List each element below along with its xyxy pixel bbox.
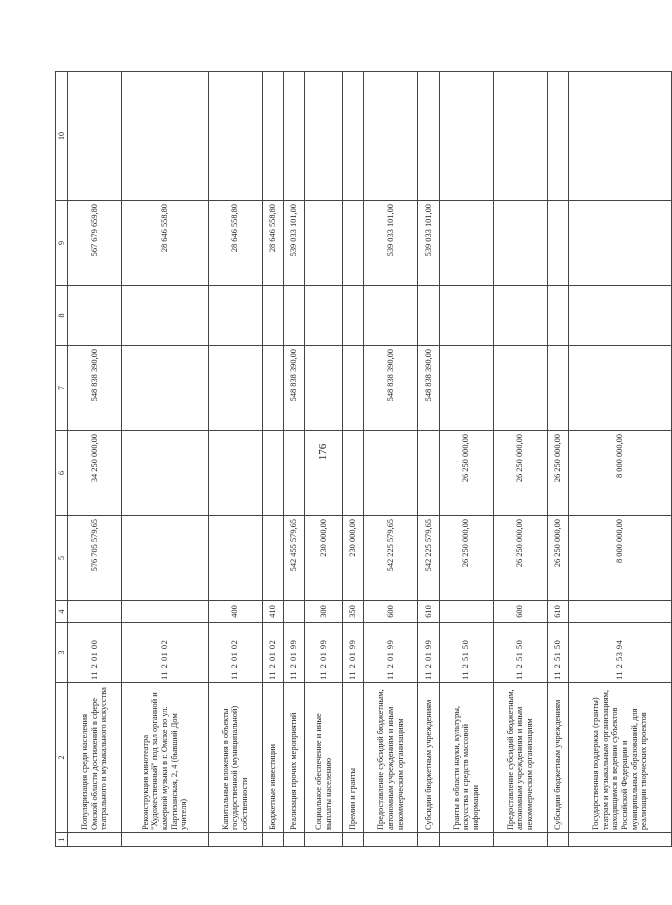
amount-cell: 26 250 000,00 — [439, 431, 493, 516]
expense-type-cell — [568, 601, 671, 623]
row-number-cell — [439, 833, 493, 847]
table-row — [121, 72, 208, 847]
table-body — [56, 72, 672, 847]
amount-cell: 542 225 579,65 — [364, 516, 418, 601]
amount-cell: 548 838 390,00 — [68, 346, 122, 431]
amount-cell — [568, 201, 671, 286]
amount-cell: 8 000 000,00 — [568, 516, 671, 601]
amount-cell — [439, 346, 493, 431]
amount-cell — [493, 72, 547, 201]
amount-cell — [68, 286, 122, 346]
target-code-cell: 11 2 01 02 — [208, 623, 262, 683]
amount-cell — [262, 72, 283, 201]
amount-cell — [262, 286, 283, 346]
amount-cell — [121, 431, 208, 516]
amount-cell: 548 838 390,00 — [364, 346, 418, 431]
row-number-cell — [364, 833, 418, 847]
target-code-cell: 11 2 51 50 — [439, 623, 493, 683]
amount-cell — [305, 72, 343, 201]
amount-cell — [283, 286, 304, 346]
item-name-cell: Бюджетные инвестиции — [262, 683, 283, 833]
amount-cell: 548 838 390,00 — [418, 346, 439, 431]
item-name-cell: Государственная поддержка (гранты) театрам и музыкальным организациям, находящимся в ведении субъектов Российской Федерации и муниципальных образований, для реализации творческих проектов — [568, 683, 671, 833]
amount-cell — [547, 346, 568, 431]
amount-cell: 28 646 558,80 — [262, 201, 283, 286]
row-number-cell — [208, 833, 262, 847]
amount-cell — [547, 201, 568, 286]
target-code-cell: 11 2 01 00 — [68, 623, 122, 683]
amount-cell: 542 225 579,65 — [418, 516, 439, 601]
expense-type-cell: 400 — [208, 601, 262, 623]
budget-table — [55, 71, 672, 847]
target-code-cell: 11 2 01 99 — [364, 623, 418, 683]
expense-type-cell: 610 — [418, 601, 439, 623]
row-number-cell — [493, 833, 547, 847]
column-number-row — [56, 72, 68, 847]
column-number: 2 — [56, 683, 68, 833]
expense-type-cell: 300 — [305, 601, 343, 623]
row-number-cell — [568, 833, 671, 847]
amount-cell: 28 646 558,80 — [121, 201, 208, 286]
amount-cell — [439, 201, 493, 286]
amount-cell — [364, 431, 418, 516]
amount-cell: 567 679 659,80 — [68, 201, 122, 286]
row-number-cell — [121, 833, 208, 847]
target-code-cell: 11 2 01 99 — [342, 623, 363, 683]
amount-cell: 230 000,00 — [342, 516, 363, 601]
expense-type-cell — [121, 601, 208, 623]
item-name-cell: Реконструкция кинотеатра "Художественный" под зал органной и камерной музыки в г. Омске по ул. Партизанская, 2, 4 (бывший Дом учителя) — [121, 683, 208, 833]
amount-cell — [439, 72, 493, 201]
column-number: 10 — [56, 72, 68, 201]
table-row — [493, 72, 547, 847]
amount-cell — [342, 431, 363, 516]
row-number-cell — [547, 833, 568, 847]
amount-cell — [208, 516, 262, 601]
amount-cell — [342, 201, 363, 286]
amount-cell — [493, 346, 547, 431]
row-number-cell — [283, 833, 304, 847]
amount-cell: 576 705 579,65 — [68, 516, 122, 601]
expense-type-cell — [283, 601, 304, 623]
table-row — [262, 72, 283, 847]
table-row — [568, 72, 671, 847]
item-name-cell: Предоставление субсидий бюджетным, автономным учреждениям и иным некоммерческим организациям — [364, 683, 418, 833]
amount-cell — [418, 72, 439, 201]
row-number-cell — [418, 833, 439, 847]
budget-table-container — [55, 72, 672, 847]
table-row — [364, 72, 418, 847]
amount-cell — [305, 346, 343, 431]
expense-type-cell: 350 — [342, 601, 363, 623]
target-code-cell: 11 2 53 94 — [568, 623, 671, 683]
amount-cell — [262, 431, 283, 516]
amount-cell — [568, 286, 671, 346]
table-row — [547, 72, 568, 847]
item-name-cell: Реализация прочих мероприятий — [283, 683, 304, 833]
column-number: 7 — [56, 346, 68, 431]
amount-cell: 548 838 390,00 — [283, 346, 304, 431]
table-row — [305, 72, 343, 847]
amount-cell: 539 033 101,00 — [418, 201, 439, 286]
column-number: 6 — [56, 431, 68, 516]
amount-cell: 28 646 558,80 — [208, 201, 262, 286]
amount-cell — [305, 431, 343, 516]
amount-cell: 26 250 000,00 — [439, 516, 493, 601]
amount-cell — [342, 286, 363, 346]
amount-cell — [342, 72, 363, 201]
target-code-cell: 11 2 51 50 — [547, 623, 568, 683]
amount-cell — [418, 286, 439, 346]
amount-cell — [547, 286, 568, 346]
target-code-cell: 11 2 01 02 — [121, 623, 208, 683]
column-number: 9 — [56, 201, 68, 286]
table-row — [342, 72, 363, 847]
amount-cell — [68, 72, 122, 201]
target-code-cell: 11 2 51 50 — [493, 623, 547, 683]
column-number: 8 — [56, 286, 68, 346]
expense-type-cell — [68, 601, 122, 623]
amount-cell: 539 033 101,00 — [364, 201, 418, 286]
item-name-cell: Субсидии бюджетным учреждениям — [418, 683, 439, 833]
amount-cell — [262, 516, 283, 601]
amount-cell — [547, 72, 568, 201]
amount-cell — [568, 72, 671, 201]
page-number: 176 — [317, 443, 329, 461]
item-name-cell: Популяризация среди населения Омской области достижений в сфере театрального и музыкального искусства — [68, 683, 122, 833]
amount-cell — [493, 201, 547, 286]
table-row — [418, 72, 439, 847]
amount-cell: 26 250 000,00 — [493, 431, 547, 516]
amount-cell — [305, 201, 343, 286]
amount-cell — [342, 346, 363, 431]
item-name-cell: Премии и гранты — [342, 683, 363, 833]
row-number-cell — [305, 833, 343, 847]
amount-cell — [305, 286, 343, 346]
column-number: 4 — [56, 601, 68, 623]
amount-cell — [121, 286, 208, 346]
row-number-cell — [342, 833, 363, 847]
amount-cell — [493, 286, 547, 346]
amount-cell: 26 250 000,00 — [493, 516, 547, 601]
expense-type-cell — [439, 601, 493, 623]
column-number: 5 — [56, 516, 68, 601]
table-row — [68, 72, 122, 847]
amount-cell — [364, 72, 418, 201]
amount-cell: 34 250 000,00 — [68, 431, 122, 516]
amount-cell — [439, 286, 493, 346]
column-number: 1 — [56, 833, 68, 847]
amount-cell — [283, 72, 304, 201]
amount-cell — [418, 431, 439, 516]
amount-cell — [568, 346, 671, 431]
amount-cell — [208, 286, 262, 346]
amount-cell: 539 033 101,00 — [283, 201, 304, 286]
row-number-cell — [68, 833, 122, 847]
item-name-cell: Капитальные вложения в объекты государственной (муниципальной) собственности — [208, 683, 262, 833]
target-code-cell: 11 2 01 99 — [305, 623, 343, 683]
table-row — [283, 72, 304, 847]
amount-cell — [208, 346, 262, 431]
amount-cell: 8 000 000,00 — [568, 431, 671, 516]
expense-type-cell: 600 — [493, 601, 547, 623]
expense-type-cell: 410 — [262, 601, 283, 623]
row-number-cell — [262, 833, 283, 847]
amount-cell — [262, 346, 283, 431]
table-row — [208, 72, 262, 847]
amount-cell — [121, 72, 208, 201]
amount-cell — [283, 431, 304, 516]
item-name-cell: Социальное обеспечение и иные выплаты населению — [305, 683, 343, 833]
amount-cell — [121, 346, 208, 431]
expense-type-cell: 600 — [364, 601, 418, 623]
target-code-cell: 11 2 01 02 — [262, 623, 283, 683]
item-name-cell: Субсидии бюджетным учреждениям — [547, 683, 568, 833]
item-name-cell: Предоставление субсидий бюджетным, автономным учреждениям и иным некоммерческим организациям — [493, 683, 547, 833]
amount-cell: 26 250 000,00 — [547, 431, 568, 516]
amount-cell — [121, 516, 208, 601]
amount-cell — [364, 286, 418, 346]
amount-cell: 542 455 579,65 — [283, 516, 304, 601]
target-code-cell: 11 2 01 99 — [283, 623, 304, 683]
amount-cell — [208, 72, 262, 201]
amount-cell: 26 250 000,00 — [547, 516, 568, 601]
amount-cell: 230 000,00 — [305, 516, 343, 601]
amount-cell — [208, 431, 262, 516]
expense-type-cell: 610 — [547, 601, 568, 623]
column-number: 3 — [56, 623, 68, 683]
table-row — [439, 72, 493, 847]
target-code-cell: 11 2 01 99 — [418, 623, 439, 683]
item-name-cell: Гранты в области науки, культуры, искусства и средств массовой информации — [439, 683, 493, 833]
